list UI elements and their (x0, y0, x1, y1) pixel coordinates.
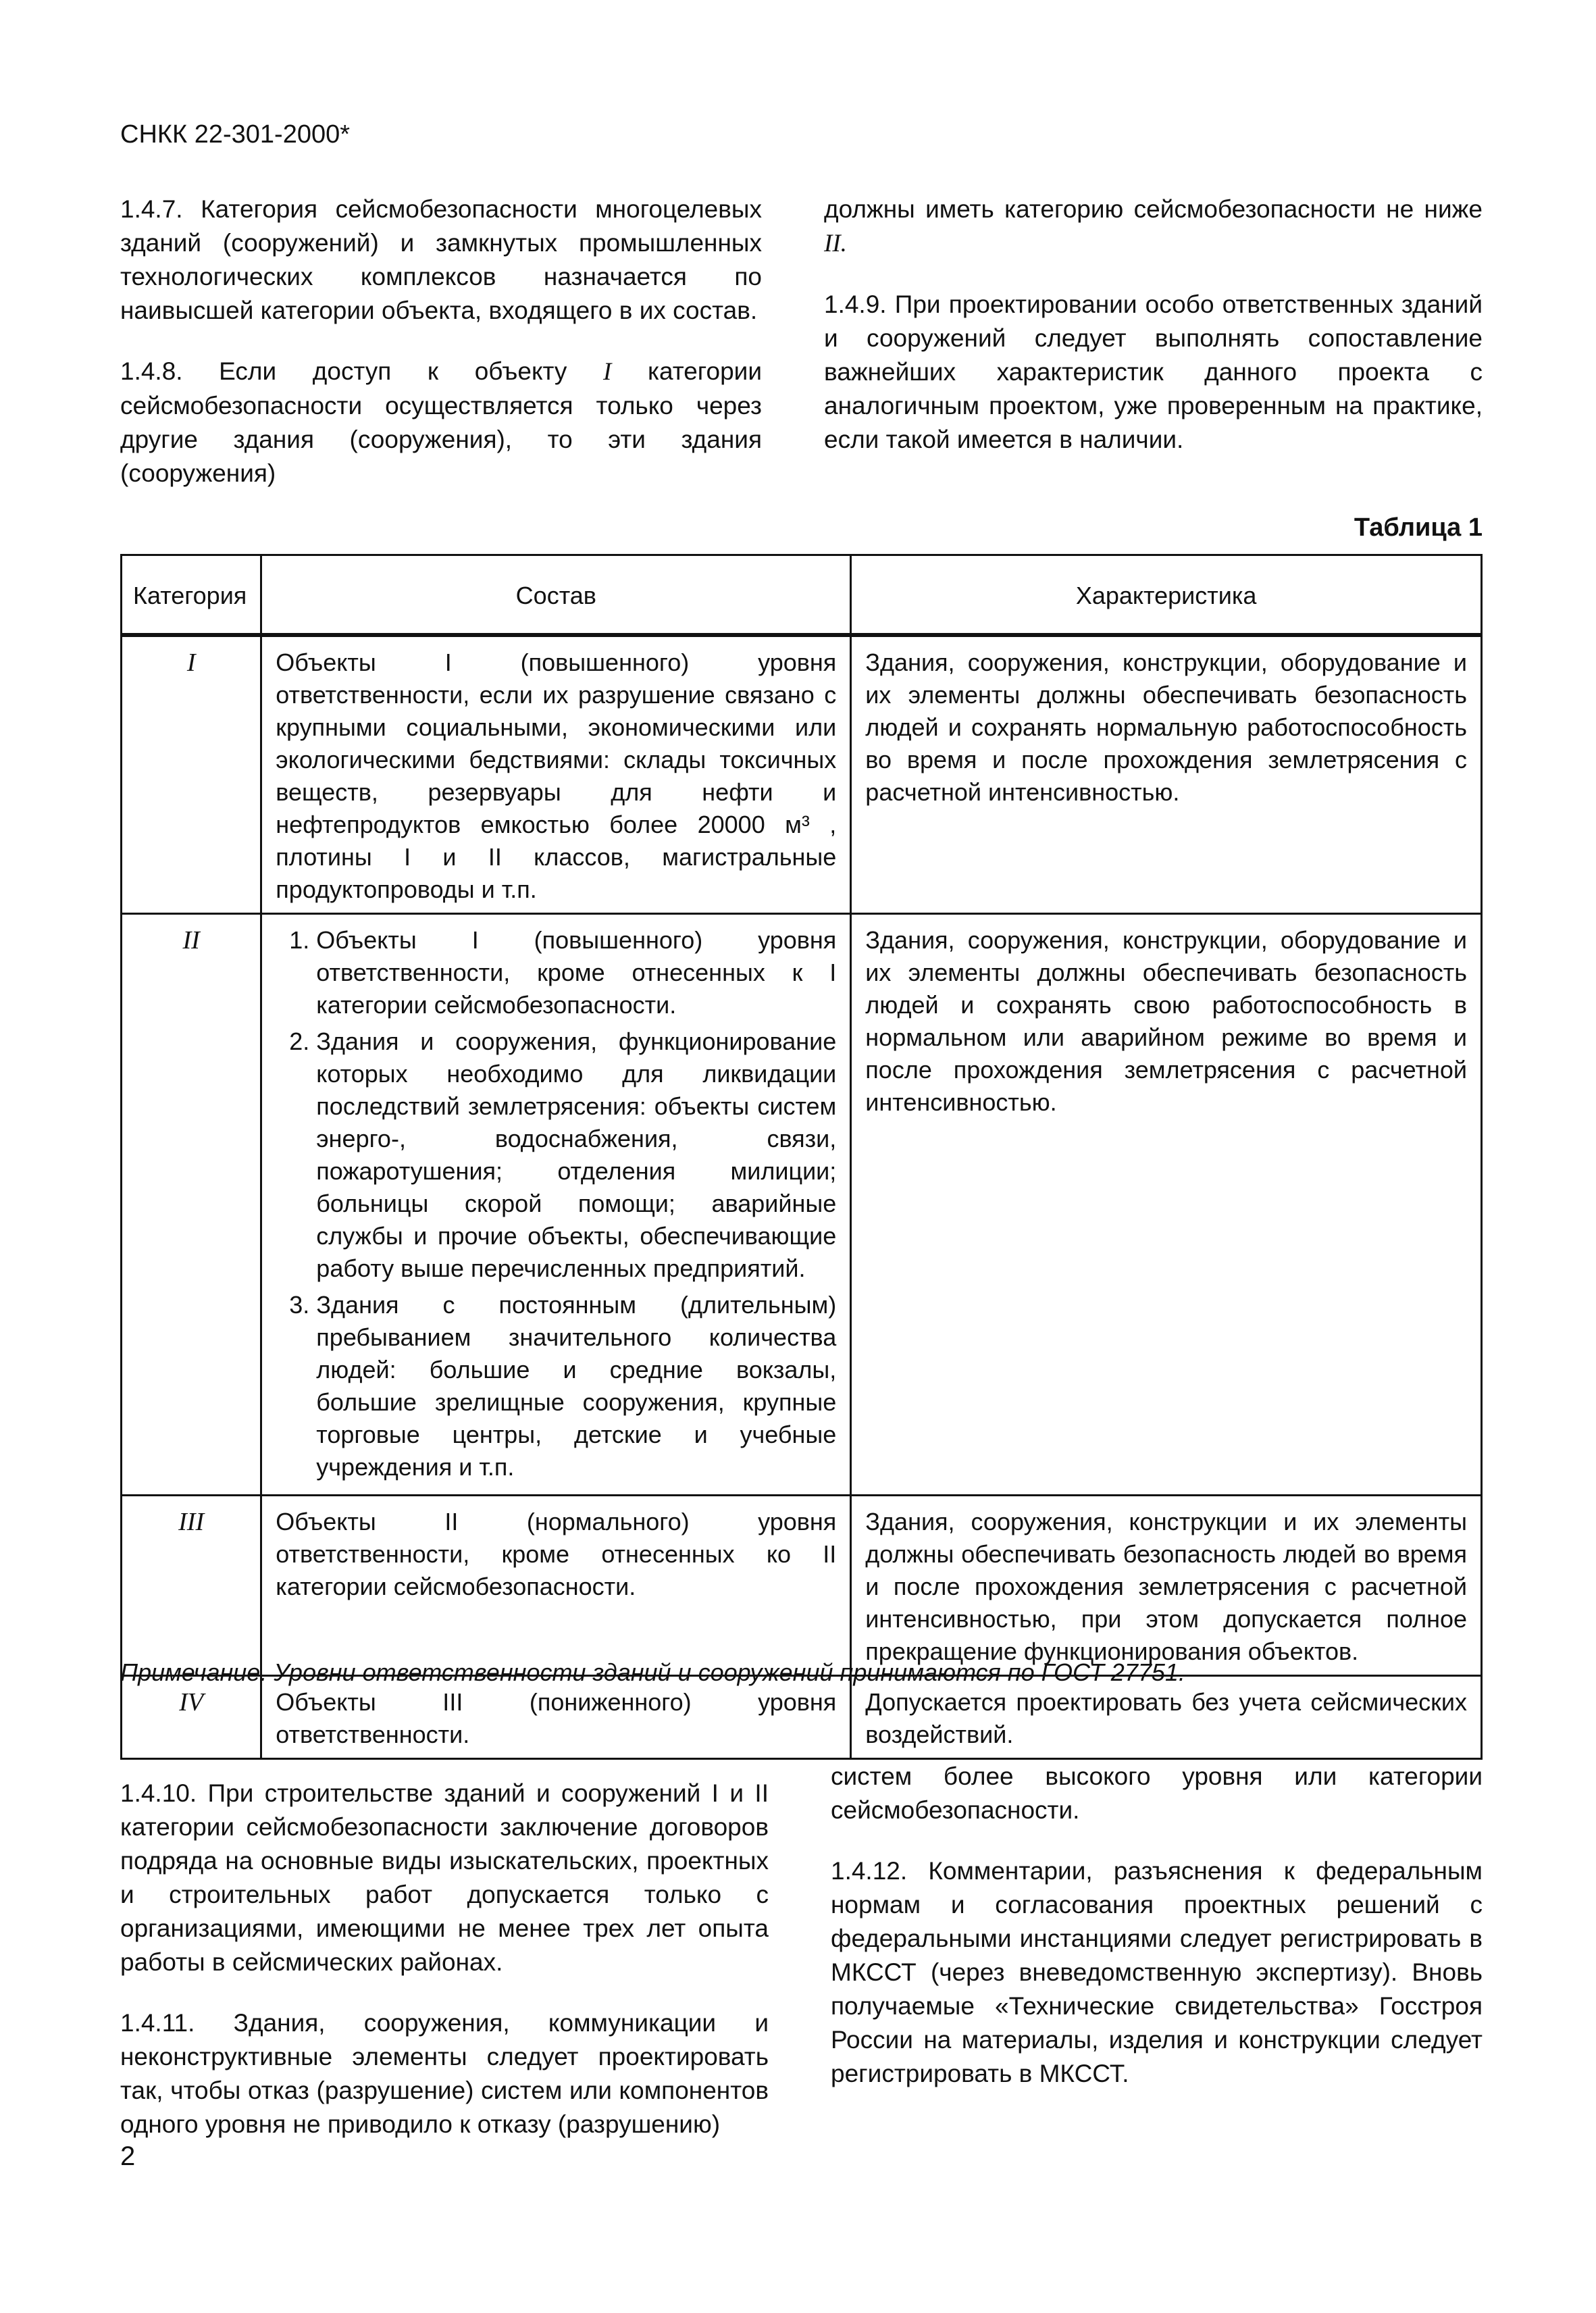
paragraph-text: Категория сейсмобезопасности многоцелевых зданий (сооружений) и замкнутых промышленных технологических комплексов назначается по наивысшей категории объекта, входящего в их состав. (120, 195, 762, 324)
table-row (122, 635, 1482, 914)
text-column-right-top (824, 193, 1483, 484)
paragraph-1-4-8 (120, 355, 762, 490)
composition-cell: Объекты I (повышенного) уровня ответственности, если их разрушение связано с крупными социальными, экономическими или экологическими бедствиями: склады токсичных веществ, резервуары для нефти и нефтепродуктов емкостью более 20000 м³ , плотины I и II классов, магистральные продуктопроводы и т.п. (261, 635, 851, 914)
header-composition: Состав (261, 555, 851, 636)
paragraph-1-4-8-continued (824, 193, 1483, 261)
paragraph-1-4-11: 1.4.11. Здания, сооружения, коммуникации и неконструктивные элементы следует проектировать так, чтобы отказ (разрушение) систем или компонентов одного уровня не приводило к отказу (разрушению) (120, 2009, 769, 2138)
category-cell: IV (122, 1676, 261, 1759)
list-item: 1. Объекты I (повышенного) уровня ответственности, кроме отнесенных к I категории сейсмобезопасности. (316, 924, 836, 1021)
paragraph-1-4-11-continued: систем более высокого уровня или категории сейсмобезопасности. (831, 1762, 1483, 1824)
composition-cell: Объекты III (пониженного) уровня ответственности. (261, 1676, 851, 1759)
composition-list (276, 924, 836, 1483)
roman-numeral: II. (824, 230, 847, 257)
text-column-right-bottom (831, 1760, 1483, 2118)
header-characteristic: Характеристика (851, 555, 1482, 636)
paragraph-text: категории сейсмобезопасности осуществляется только через другие здания (сооружения), то эти здания (сооружения) (120, 357, 762, 487)
paragraph-number: 1.4.8. (120, 357, 183, 385)
paragraph-1-4-9 (824, 288, 1483, 457)
category-cell: III (122, 1496, 261, 1676)
characteristic-cell: Здания, сооружения, конструкции, оборудование и их элементы должны обеспечивать безопасность людей и сохранять нормальную работоспособность во время и после прохождения землетрясения с расчетной интенсивностью. (851, 635, 1482, 914)
paragraph-text: При проектировании особо ответственных зданий и сооружений следует выполнять сопоставление важнейших характеристик данного проекта с аналогичным проектом, уже проверенным на практике, если такой имеется в наличии. (824, 290, 1483, 453)
table-header-row (122, 555, 1482, 636)
paragraph-1-4-10: 1.4.10. При строительстве зданий и сооружений I и II категории сейсмобезопасности заключение договоров подряда на основные виды изыскательских, проектных и строительных работ допускается только с организациями, имеющими не менее трех лет опыта работы в сейсмических районах. (120, 1779, 769, 1976)
table-note: Примечание. Уровни ответственности зданий и сооружений принимаются по ГОСТ 27751. (120, 1658, 1185, 1686)
roman-numeral: I (603, 358, 612, 386)
category-table (120, 554, 1483, 1760)
table-row (122, 1676, 1482, 1759)
text-column-left-bottom (120, 1777, 769, 2168)
paragraph-number: 1.4.9. (824, 290, 887, 318)
list-item: 2. Здания и сооружения, функционирование которых необходимо для ликвидации последствий землетрясения: объекты систем энерго-, водоснабжения, связи, пожаротушения; отделения милиции; больницы скорой помощи; аварийные службы и прочие объекты, обеспечивающие работу выше перечисленных предприятий. (316, 1025, 836, 1285)
characteristic-cell: Здания, сооружения, конструкции и их элементы должны обеспечивать безопасность людей во время и после прохождения землетрясения с расчетной интенсивностью, при этом допускается полное прекращение функционирования объектов. (851, 1496, 1482, 1676)
composition-cell: Объекты II (нормального) уровня ответственности, кроме отнесенных ко II категории сейсмобезопасности. (261, 1496, 851, 1676)
page-number: 2 (120, 2141, 136, 2171)
paragraph-text: должны иметь категорию сейсмобезопасности не ниже (824, 195, 1483, 223)
paragraph-text: Если доступ к объекту (219, 357, 567, 385)
header-category: Категория (122, 555, 261, 636)
text-column-left-top (120, 193, 762, 517)
table-caption: Таблица 1 (1354, 513, 1483, 542)
paragraph-1-4-12: 1.4.12. Комментарии, разъяснения к федеральным нормам и согласования проектных решений с федеральными инстанциями следует регистрировать в МКССТ (через вневедомственную экспертизу). Вновь получаемые «Технические свидетельства» Госстроя России на материалы, изделия и конструкции следует регистрировать в МКССТ. (831, 1857, 1483, 2087)
paragraph-number: 1.4.7. (120, 195, 183, 223)
paragraph-1-4-7 (120, 193, 762, 328)
characteristic-cell: Допускается проектировать без учета сейсмических воздействий. (851, 1676, 1482, 1759)
list-item: 3. Здания с постоянным (длительным) пребыванием значительного количества людей: большие и средние вокзалы, большие зрелищные сооружения, крупные торговые центры, детские и учебные учреждения и т.п. (316, 1289, 836, 1483)
category-cell: I (122, 635, 261, 914)
table-row (122, 1496, 1482, 1676)
document-code: СНКК 22-301-2000* (120, 120, 351, 149)
composition-cell (261, 914, 851, 1496)
table-row (122, 914, 1482, 1496)
category-cell: II (122, 914, 261, 1496)
characteristic-cell: Здания, сооружения, конструкции, оборудование и их элементы должны обеспечивать безопасность людей и сохранять свою работоспособность в нормальном или аварийном режиме во время и после прохождения землетрясения с расчетной интенсивностью. (851, 914, 1482, 1496)
